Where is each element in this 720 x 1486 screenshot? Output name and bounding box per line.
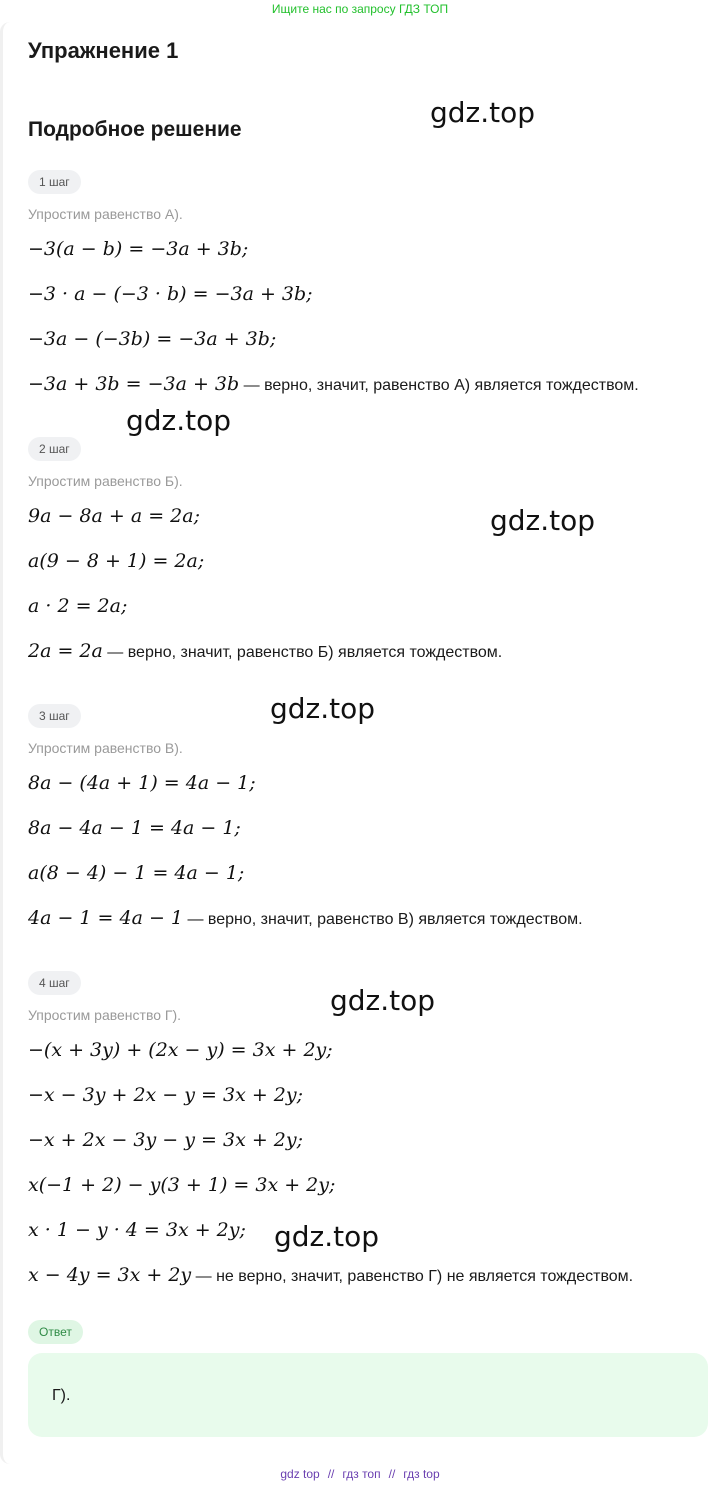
step-intro-2: Упростим равенство Б).: [28, 473, 183, 489]
footer-link[interactable]: гдз top: [403, 1467, 440, 1481]
step-intro-4: Упростим равенство Г).: [28, 1007, 182, 1023]
math-expression: a · 2 = 2a;: [28, 595, 128, 617]
equation-line: [28, 862, 244, 885]
math-expression: −x − 3y + 2x − y = 3x + 2y;: [28, 1084, 304, 1106]
equation-line: [28, 550, 204, 573]
equation-line: [28, 1129, 303, 1152]
step-badge-1: 1 шаг: [28, 170, 81, 194]
step-badge-3: 3 шаг: [28, 704, 81, 728]
math-expression: 4a − 1 = 4a − 1: [28, 907, 184, 929]
math-expression: x − 4y = 3x + 2y: [28, 1264, 192, 1286]
equation-line: [28, 817, 241, 840]
answer-box: [28, 1353, 708, 1437]
math-expression: −3 · a − (−3 · b) = −3a + 3b;: [28, 283, 313, 305]
math-expression: −3a − (−3b) = −3a + 3b;: [28, 328, 277, 350]
watermark: gdz.top: [330, 984, 436, 1017]
math-expression: −3(a − b) = −3a + 3b;: [28, 238, 249, 260]
equation-line: [28, 373, 639, 396]
step-badge-4: 4 шаг: [28, 971, 81, 995]
top-banner: Ищите нас по запросу ГДЗ ТОП: [271, 2, 449, 16]
watermark: gdz.top: [430, 96, 536, 129]
math-expression: 9a − 8a + a = 2a;: [28, 505, 200, 527]
equation-line: [28, 1219, 246, 1242]
conclusion-text: — верно, значит, равенство Б) является тождеством.: [102, 644, 503, 661]
math-expression: a(9 − 8 + 1) = 2a;: [28, 550, 205, 572]
equation-line: [28, 1039, 333, 1062]
math-expression: 8a − (4a + 1) = 4a − 1;: [28, 772, 256, 794]
equation-line: [28, 772, 256, 795]
watermark: gdz.top: [274, 1220, 380, 1253]
section-title: Подробное решение: [28, 118, 242, 141]
exercise-title: Упражнение 1: [28, 38, 179, 63]
equation-line: [28, 328, 276, 351]
equation-line: [28, 505, 200, 528]
footer-separator: //: [327, 1467, 335, 1481]
footer-links: [0, 1467, 720, 1481]
step-intro-3: Упростим равенство В).: [28, 740, 183, 756]
equation-line: [28, 640, 502, 663]
equation-line: [28, 1084, 303, 1107]
step-badge-2: 2 шаг: [28, 437, 81, 461]
footer-separator: //: [388, 1467, 396, 1481]
watermark: gdz.top: [126, 404, 232, 437]
equation-line: [28, 595, 127, 618]
math-expression: x · 1 − y · 4 = 3x + 2y;: [28, 1219, 246, 1241]
math-expression: −(x + 3y) + (2x − y) = 3x + 2y;: [28, 1039, 333, 1061]
conclusion-text: — не верно, значит, равенство Г) не является тождеством.: [191, 1268, 634, 1285]
math-expression: 8a − 4a − 1 = 4a − 1;: [28, 817, 241, 839]
equation-line: [28, 283, 313, 306]
equation-line: [28, 1174, 335, 1197]
conclusion-text: — верно, значит, равенство А) является тождеством.: [239, 377, 639, 394]
footer-link[interactable]: gdz top: [280, 1467, 320, 1481]
conclusion-text: — верно, значит, равенство В) является тождеством.: [183, 911, 583, 928]
footer-link[interactable]: гдз топ: [342, 1467, 381, 1481]
math-expression: 2a = 2a: [28, 640, 103, 662]
step-intro-1: Упростим равенство А).: [28, 206, 183, 222]
math-expression: −x + 2x − 3y − y = 3x + 2y;: [28, 1129, 304, 1151]
watermark: gdz.top: [490, 504, 596, 537]
watermark: gdz.top: [270, 692, 376, 725]
equation-line: [28, 907, 583, 930]
math-expression: x(−1 + 2) − y(3 + 1) = 3x + 2y;: [28, 1174, 336, 1196]
math-expression: a(8 − 4) − 1 = 4a − 1;: [28, 862, 245, 884]
equation-line: [28, 238, 248, 261]
answer-value: Г).: [52, 1387, 71, 1404]
equation-line: [28, 1264, 633, 1287]
answer-badge: Ответ: [28, 1320, 83, 1344]
math-expression: −3a + 3b = −3a + 3b: [28, 373, 240, 395]
